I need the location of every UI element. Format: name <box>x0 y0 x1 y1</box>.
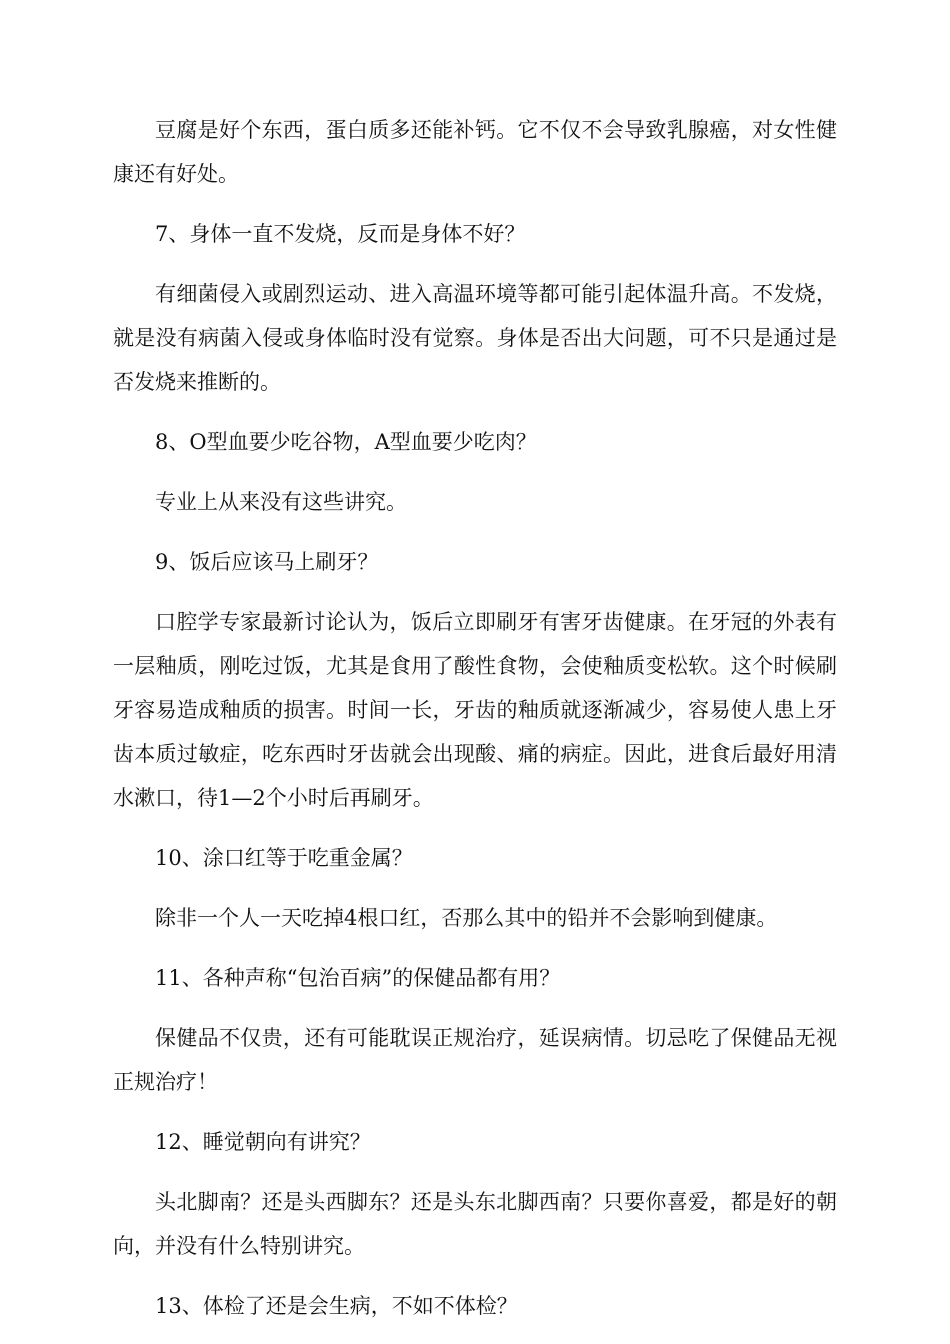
question-11: 11、各种声称“包治百病”的保健品都有用？ <box>155 966 561 990</box>
answer-11: 保健品不仅贵，还有可能耽误正规治疗，延误病情。切忌吃了保健品无视正规治疗！ <box>113 1026 837 1094</box>
question-13: 13、体检了还是会生病，不如不体检？ <box>155 1294 518 1318</box>
question-8: 8、O型血要少吃谷物，A型血要少吃肉？ <box>155 430 537 454</box>
question-9: 9、饭后应该马上刷牙？ <box>155 550 379 574</box>
question-12: 12、睡觉朝向有讲究？ <box>155 1130 371 1154</box>
question-10: 10、涂口红等于吃重金属？ <box>155 846 413 870</box>
paragraph-tofu-answer: 豆腐是好个东西，蛋白质多还能补钙。它不仅不会导致乳腺癌，对女性健康还有好处。 <box>113 118 837 186</box>
answer-7: 有细菌侵入或剧烈运动、进入高温环境等都可能引起体温升高。不发烧，就是没有病菌入侵或身体临时没有觉察。身体是否出大问题，可不只是通过是否发烧来推断的。 <box>113 282 837 394</box>
question-7: 7、身体一直不发烧，反而是身体不好？ <box>155 222 526 246</box>
answer-10: 除非一个人一天吃掉4根口红，否那么其中的铅并不会影响到健康。 <box>155 906 778 930</box>
answer-12: 头北脚南？还是头西脚东？还是头东北脚西南？只要你喜爱，都是好的朝向，并没有什么特别讲究。 <box>113 1190 837 1258</box>
document-body <box>113 108 837 1344</box>
answer-9: 口腔学专家最新讨论认为，饭后立即刷牙有害牙齿健康。在牙冠的外表有一层釉质，刚吃过饭，尤其是食用了酸性食物，会使釉质变松软。这个时候刷牙容易造成釉质的损害。时间一长，牙齿的釉质就逐渐减少，容易使人患上牙齿本质过敏症，吃东西时牙齿就会出现酸、痛的病症。因此，进食后最好用清水漱口，待1—2个小时后再刷牙。 <box>113 610 837 810</box>
answer-8: 专业上从来没有这些讲究。 <box>155 490 407 514</box>
